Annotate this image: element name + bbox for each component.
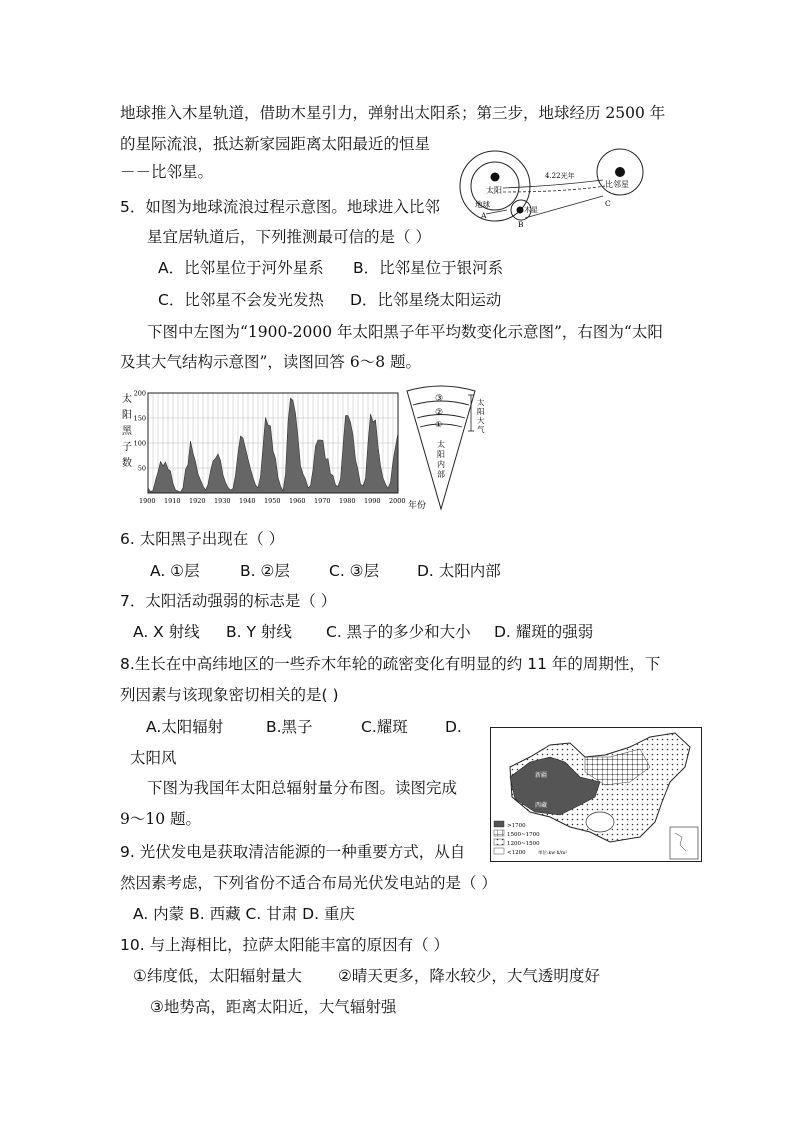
y-tick-label: 100 bbox=[133, 439, 146, 448]
q6-option-b: B. ②层 bbox=[240, 562, 290, 580]
q7-option-a: A. X 射线 bbox=[133, 623, 200, 641]
q8-stem-1: 8.生长在中高纬地区的一些乔木年轮的疏密变化有明显的约 11 年的周期性，下 bbox=[120, 655, 661, 673]
q6-option-d: D. 太阳内部 bbox=[417, 562, 501, 580]
q6-stem: 6. 太阳黑子出现在（ ） bbox=[120, 530, 285, 548]
x-tick-label: 1920 bbox=[189, 497, 206, 505]
q5-option-d: D．比邻星绕太阳运动 bbox=[350, 291, 502, 309]
q10-option-3: ③地势高，距离太阳近，大气辐射强 bbox=[150, 998, 397, 1016]
sunspot-chart bbox=[118, 386, 438, 514]
q8-option-d-text: 太阳风 bbox=[130, 749, 177, 767]
q8-stem-2: 列因素与该现象密切相关的是( ) bbox=[120, 686, 339, 704]
low-radiation-region bbox=[586, 812, 614, 832]
q5-stem-1: 5．如图为地球流浪过程示意图。地球进入比邻 bbox=[120, 198, 440, 216]
x-tick-label: 1940 bbox=[239, 497, 256, 505]
point-c: C bbox=[605, 199, 611, 208]
x-tick-label: 1970 bbox=[314, 497, 331, 505]
layer-2-label: ② bbox=[435, 408, 444, 418]
q8-option-b: B.黑子 bbox=[266, 718, 313, 736]
q10-option-2: ②晴天更多，降水较少，大气透明度好 bbox=[338, 967, 600, 985]
x-tick-label: 1960 bbox=[289, 497, 306, 505]
interior-label-char: 太 bbox=[437, 440, 445, 449]
sun-dot bbox=[491, 173, 500, 182]
q7-option-d: D. 耀斑的强弱 bbox=[494, 623, 594, 641]
atmosphere-label-char: 气 bbox=[477, 425, 485, 434]
atmosphere-label bbox=[477, 397, 485, 434]
x-tick-label: 2000 bbox=[389, 497, 406, 505]
map-unit: 单位:kw·h/m² bbox=[538, 851, 568, 856]
q9-stem-2: 然因素考虑，下列省份不适合布局光伏发电站的是（ ） bbox=[120, 874, 497, 892]
point-a: A bbox=[481, 211, 487, 220]
proxima-label: 比邻星 bbox=[605, 180, 629, 189]
y-tick-label: 50 bbox=[137, 464, 146, 473]
y-axis-title-char: 阳 bbox=[122, 410, 132, 421]
q9-stem-1: 9. 光伏发电是获取清洁能源的一种重要方式，从自 bbox=[120, 843, 466, 861]
x-tick-label: 1980 bbox=[339, 497, 356, 505]
q5-stem-2: 星宜居轨道后，下列推测最可信的是（ ） bbox=[147, 228, 431, 246]
q5-option-c: C．比邻星不会发光发热 bbox=[158, 291, 324, 309]
q10-option-1: ①纬度低，太阳辐射量大 bbox=[133, 967, 302, 985]
xinjiang-label: 新疆 bbox=[535, 772, 548, 779]
jupiter-label: 木星 bbox=[524, 206, 538, 214]
sun-structure-diagram bbox=[403, 385, 495, 513]
interior-label-char: 内 bbox=[437, 460, 445, 469]
point-b: B bbox=[518, 220, 524, 229]
y-axis-title-char: 数 bbox=[122, 458, 132, 469]
y-axis-title-char: 太 bbox=[122, 394, 132, 405]
xizang-label: 西藏 bbox=[535, 802, 548, 809]
intro-9-10-line-2: 9～10 题。 bbox=[120, 810, 202, 828]
china-radiation-map bbox=[490, 727, 702, 862]
interior-label-char: 阳 bbox=[437, 450, 445, 459]
intro-line-3: －－比邻星。 bbox=[120, 163, 214, 181]
intro-line-1: 地球推入木星轨道，借助木星引力，弹射出太阳系；第三步，地球经历 2500 年 bbox=[120, 104, 666, 122]
y-axis-title-char: 黑 bbox=[122, 426, 132, 437]
y-tick-label: 150 bbox=[133, 414, 146, 423]
south-china-sea-inset bbox=[670, 827, 698, 859]
svg-text:1500~1700: 1500~1700 bbox=[507, 832, 540, 838]
svg-text:1200~1500: 1200~1500 bbox=[507, 841, 540, 847]
sun-label: 太阳 bbox=[486, 186, 502, 195]
intro-6-8-line-2: 及其大气结构示意图”，读图回答 6～8 题。 bbox=[120, 353, 422, 371]
x-tick-label: 1950 bbox=[264, 497, 281, 505]
x-tick-label: 1930 bbox=[214, 497, 231, 505]
y-axis-title bbox=[122, 392, 133, 469]
svg-text:<1200: <1200 bbox=[507, 850, 526, 856]
x-tick-label: 1910 bbox=[164, 497, 181, 505]
q10-stem: 10. 与上海相比，拉萨太阳能丰富的原因有（ ） bbox=[120, 936, 450, 954]
atmosphere-label-char: 阳 bbox=[477, 407, 485, 416]
q7-stem: 7．太阳活动强弱的标志是（ ） bbox=[120, 592, 337, 610]
proxima-dot bbox=[615, 167, 625, 177]
orbit-diagram bbox=[455, 148, 665, 233]
q8-option-d: D. bbox=[445, 718, 462, 736]
intro-9-10-line-1: 下图为我国年太阳总辐射量分布图。读图完成 bbox=[147, 779, 458, 797]
x-tick-label: 1900 bbox=[139, 497, 156, 505]
jupiter-dot bbox=[517, 207, 524, 214]
interior-label-char: 部 bbox=[437, 470, 445, 479]
q8-option-a: A.太阳辐射 bbox=[146, 718, 224, 736]
x-tick-label: 1990 bbox=[364, 497, 381, 505]
q7-option-b: B. Y 射线 bbox=[226, 623, 292, 641]
layer-1-label: ① bbox=[435, 420, 443, 429]
earth-label: 地球 bbox=[475, 200, 490, 209]
y-tick-label: 200 bbox=[133, 389, 146, 398]
svg-text:>1700: >1700 bbox=[507, 823, 526, 829]
q6-option-c: C. ③层 bbox=[329, 562, 380, 580]
atmosphere-label-char: 大 bbox=[477, 416, 485, 425]
q7-option-c: C. 黑子的多少和大小 bbox=[326, 623, 471, 641]
q8-option-c: C.耀斑 bbox=[361, 718, 408, 736]
q5-option-b: B．比邻星位于银河系 bbox=[353, 259, 504, 277]
x-axis-title: 年份 bbox=[408, 501, 427, 511]
y-axis-title-char: 子 bbox=[122, 442, 132, 453]
q6-option-a: A. ①层 bbox=[150, 562, 200, 580]
q9-options: A. 内蒙 B. 西藏 C. 甘肃 D. 重庆 bbox=[133, 905, 355, 923]
q5-option-a: A．比邻星位于河外星系 bbox=[158, 259, 324, 277]
intro-line-2: 的星际流浪，抵达新家园距离太阳最近的恒星 bbox=[120, 135, 431, 153]
atmosphere-label-char: 太 bbox=[477, 398, 485, 407]
distance-label: 4.22光年 bbox=[545, 172, 575, 180]
layer-3-label: ③ bbox=[435, 394, 444, 404]
intro-6-8-line-1: 下图中左图为“1900-2000 年太阳黑子年平均数变化示意图”，右图为“太阳 bbox=[147, 323, 663, 341]
